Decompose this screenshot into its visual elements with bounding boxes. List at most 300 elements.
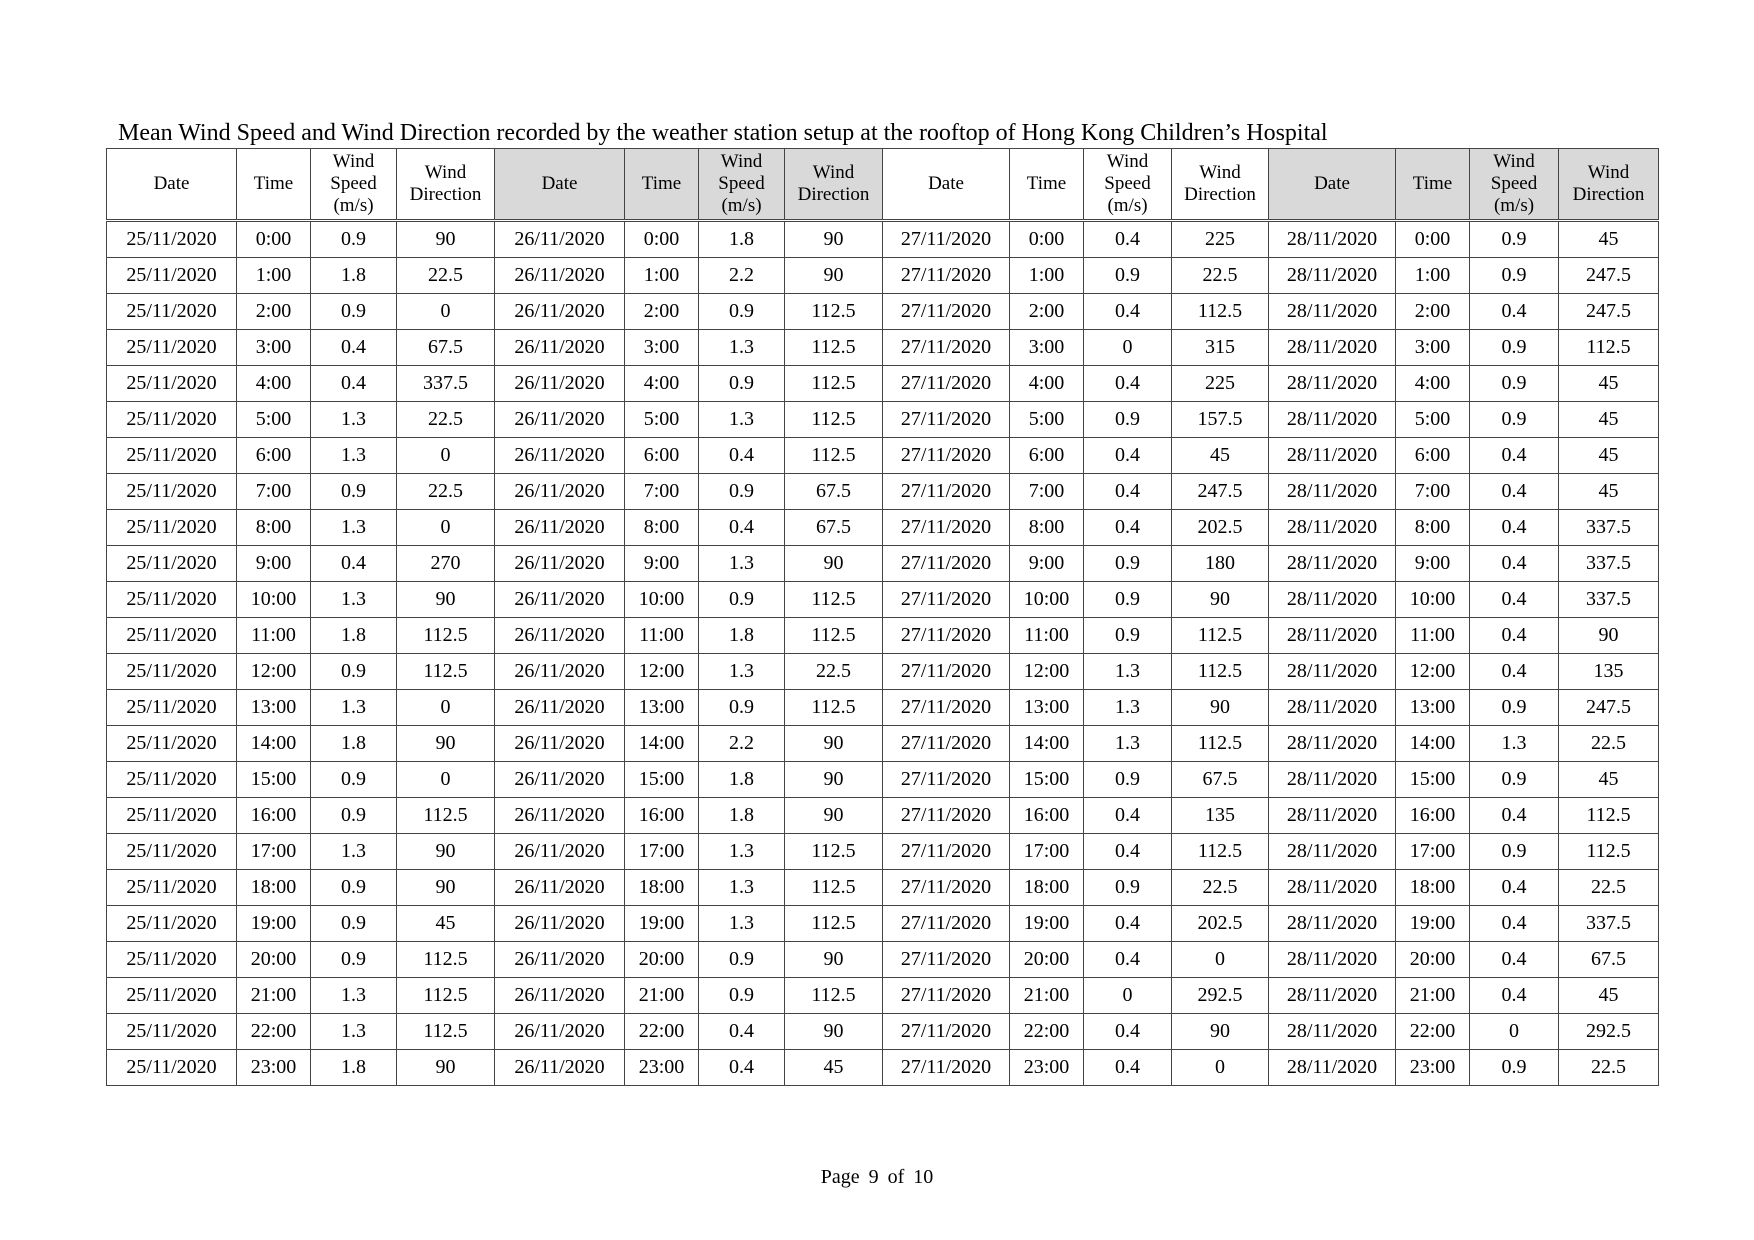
date-cell: 25/11/2020 [107, 582, 237, 618]
wind-speed-cell: 0.4 [311, 366, 397, 402]
time-cell: 0:00 [1010, 221, 1084, 258]
wind-direction-cell: 247.5 [1559, 258, 1659, 294]
date-cell: 26/11/2020 [495, 546, 625, 582]
time-cell: 1:00 [625, 258, 699, 294]
wind-speed-cell: 1.3 [311, 690, 397, 726]
time-cell: 20:00 [237, 942, 311, 978]
wind-speed-cell: 0 [1084, 330, 1172, 366]
wind-speed-cell: 0.4 [1084, 1014, 1172, 1050]
time-cell: 16:00 [1010, 798, 1084, 834]
wind-speed-cell: 0.4 [1084, 294, 1172, 330]
date-cell: 26/11/2020 [495, 402, 625, 438]
wind-speed-cell: 1.3 [699, 402, 785, 438]
date-cell: 28/11/2020 [1269, 942, 1396, 978]
table-body [107, 221, 1659, 1086]
date-cell: 27/11/2020 [883, 798, 1010, 834]
time-cell: 13:00 [1010, 690, 1084, 726]
wind-speed-cell: 0.4 [311, 546, 397, 582]
date-cell: 27/11/2020 [883, 978, 1010, 1014]
wind-speed-cell: 0.4 [1084, 834, 1172, 870]
table-row [107, 906, 1659, 942]
wind-direction-cell: 202.5 [1172, 906, 1269, 942]
wind-direction-cell: 90 [785, 726, 883, 762]
date-cell: 25/11/2020 [107, 906, 237, 942]
date-cell: 26/11/2020 [495, 1050, 625, 1086]
wind-speed-cell: 0.9 [1084, 870, 1172, 906]
wind-direction-cell: 225 [1172, 366, 1269, 402]
time-cell: 3:00 [625, 330, 699, 366]
date-cell: 25/11/2020 [107, 762, 237, 798]
time-cell: 0:00 [625, 221, 699, 258]
wind-direction-cell: 270 [397, 546, 495, 582]
header-time: Time [625, 149, 699, 221]
time-cell: 4:00 [1396, 366, 1470, 402]
header-wind-direction: Wind Direction [785, 149, 883, 221]
time-cell: 0:00 [1396, 221, 1470, 258]
date-cell: 28/11/2020 [1269, 906, 1396, 942]
time-cell: 6:00 [1010, 438, 1084, 474]
table-row [107, 330, 1659, 366]
date-cell: 26/11/2020 [495, 438, 625, 474]
date-cell: 27/11/2020 [883, 1014, 1010, 1050]
wind-direction-cell: 112.5 [785, 906, 883, 942]
time-cell: 15:00 [625, 762, 699, 798]
date-cell: 28/11/2020 [1269, 330, 1396, 366]
time-cell: 12:00 [1010, 654, 1084, 690]
wind-speed-cell: 0.4 [1084, 474, 1172, 510]
date-cell: 27/11/2020 [883, 1050, 1010, 1086]
wind-speed-cell: 1.8 [699, 762, 785, 798]
header-row [107, 149, 1659, 221]
wind-direction-cell: 112.5 [1559, 834, 1659, 870]
wind-speed-cell: 0.9 [311, 798, 397, 834]
wind-direction-cell: 90 [785, 762, 883, 798]
wind-direction-cell: 90 [397, 582, 495, 618]
time-cell: 23:00 [237, 1050, 311, 1086]
date-cell: 25/11/2020 [107, 258, 237, 294]
header-time: Time [1396, 149, 1470, 221]
date-cell: 27/11/2020 [883, 726, 1010, 762]
wind-direction-cell: 337.5 [1559, 906, 1659, 942]
date-cell: 27/11/2020 [883, 221, 1010, 258]
time-cell: 7:00 [1010, 474, 1084, 510]
wind-direction-cell: 180 [1172, 546, 1269, 582]
date-cell: 28/11/2020 [1269, 870, 1396, 906]
date-cell: 26/11/2020 [495, 618, 625, 654]
date-cell: 28/11/2020 [1269, 654, 1396, 690]
table-row [107, 1050, 1659, 1086]
wind-direction-cell: 247.5 [1172, 474, 1269, 510]
wind-direction-cell: 112.5 [397, 1014, 495, 1050]
table-row [107, 1014, 1659, 1050]
table-row [107, 690, 1659, 726]
date-cell: 28/11/2020 [1269, 474, 1396, 510]
wind-direction-cell: 112.5 [1559, 798, 1659, 834]
wind-speed-cell: 0.4 [1470, 582, 1559, 618]
wind-speed-cell: 0.9 [311, 474, 397, 510]
date-cell: 25/11/2020 [107, 690, 237, 726]
wind-speed-cell: 1.3 [1470, 726, 1559, 762]
date-cell: 26/11/2020 [495, 690, 625, 726]
wind-speed-cell: 1.8 [699, 618, 785, 654]
date-cell: 27/11/2020 [883, 366, 1010, 402]
wind-direction-cell: 315 [1172, 330, 1269, 366]
time-cell: 10:00 [237, 582, 311, 618]
date-cell: 26/11/2020 [495, 294, 625, 330]
wind-speed-cell: 1.3 [311, 438, 397, 474]
wind-direction-cell: 202.5 [1172, 510, 1269, 546]
table-row [107, 870, 1659, 906]
wind-speed-cell: 1.8 [699, 221, 785, 258]
wind-speed-cell: 0.4 [699, 1014, 785, 1050]
date-cell: 25/11/2020 [107, 546, 237, 582]
wind-speed-cell: 1.3 [699, 906, 785, 942]
date-cell: 27/11/2020 [883, 582, 1010, 618]
wind-direction-cell: 112.5 [397, 618, 495, 654]
date-cell: 25/11/2020 [107, 798, 237, 834]
header-wind-direction: Wind Direction [1559, 149, 1659, 221]
wind-direction-cell: 22.5 [1559, 870, 1659, 906]
time-cell: 4:00 [1010, 366, 1084, 402]
date-cell: 25/11/2020 [107, 834, 237, 870]
wind-direction-cell: 112.5 [1172, 618, 1269, 654]
time-cell: 8:00 [1010, 510, 1084, 546]
date-cell: 25/11/2020 [107, 1050, 237, 1086]
header-date: Date [883, 149, 1010, 221]
time-cell: 22:00 [1010, 1014, 1084, 1050]
time-cell: 19:00 [625, 906, 699, 942]
time-cell: 15:00 [1010, 762, 1084, 798]
wind-direction-cell: 90 [397, 834, 495, 870]
wind-speed-cell: 1.8 [311, 258, 397, 294]
wind-direction-cell: 45 [1559, 221, 1659, 258]
wind-direction-cell: 90 [785, 546, 883, 582]
wind-speed-cell: 1.3 [699, 834, 785, 870]
wind-speed-cell: 1.3 [311, 402, 397, 438]
wind-speed-cell: 0.9 [311, 294, 397, 330]
table-row [107, 798, 1659, 834]
wind-direction-cell: 45 [397, 906, 495, 942]
time-cell: 16:00 [1396, 798, 1470, 834]
time-cell: 11:00 [237, 618, 311, 654]
date-cell: 26/11/2020 [495, 834, 625, 870]
wind-speed-cell: 0.4 [1470, 510, 1559, 546]
wind-speed-cell: 0.4 [1470, 474, 1559, 510]
time-cell: 7:00 [625, 474, 699, 510]
date-cell: 28/11/2020 [1269, 762, 1396, 798]
wind-speed-cell: 0.4 [1470, 618, 1559, 654]
date-cell: 25/11/2020 [107, 726, 237, 762]
wind-speed-cell: 0.4 [699, 1050, 785, 1086]
table-caption: Mean Wind Speed and Wind Direction recorded by the weather station setup at the rooftop of Hong Kong Children’s Hospital [118, 120, 1328, 146]
wind-direction-cell: 90 [1172, 1014, 1269, 1050]
time-cell: 13:00 [625, 690, 699, 726]
date-cell: 26/11/2020 [495, 654, 625, 690]
wind-speed-cell: 1.3 [699, 330, 785, 366]
wind-direction-cell: 22.5 [397, 474, 495, 510]
wind-direction-cell: 112.5 [1172, 726, 1269, 762]
wind-speed-cell: 0.9 [1084, 618, 1172, 654]
wind-speed-cell: 0.9 [1470, 690, 1559, 726]
wind-speed-cell: 1.3 [699, 546, 785, 582]
wind-direction-cell: 90 [785, 258, 883, 294]
wind-direction-cell: 225 [1172, 221, 1269, 258]
wind-direction-cell: 292.5 [1172, 978, 1269, 1014]
wind-speed-cell: 0.4 [1470, 294, 1559, 330]
time-cell: 21:00 [1010, 978, 1084, 1014]
date-cell: 28/11/2020 [1269, 798, 1396, 834]
wind-speed-cell: 0 [1084, 978, 1172, 1014]
date-cell: 27/11/2020 [883, 546, 1010, 582]
wind-speed-cell: 0.9 [1084, 762, 1172, 798]
time-cell: 1:00 [237, 258, 311, 294]
date-cell: 27/11/2020 [883, 258, 1010, 294]
date-cell: 28/11/2020 [1269, 834, 1396, 870]
wind-direction-cell: 247.5 [1559, 294, 1659, 330]
wind-direction-cell: 45 [1559, 402, 1659, 438]
wind-direction-cell: 0 [397, 510, 495, 546]
time-cell: 17:00 [1010, 834, 1084, 870]
wind-speed-cell: 0.4 [1084, 438, 1172, 474]
time-cell: 0:00 [237, 221, 311, 258]
time-cell: 10:00 [1396, 582, 1470, 618]
wind-direction-cell: 45 [1559, 474, 1659, 510]
table-row [107, 258, 1659, 294]
table-row [107, 834, 1659, 870]
date-cell: 26/11/2020 [495, 870, 625, 906]
wind-speed-cell: 1.8 [699, 798, 785, 834]
time-cell: 4:00 [237, 366, 311, 402]
wind-speed-cell: 0.9 [699, 978, 785, 1014]
time-cell: 13:00 [1396, 690, 1470, 726]
wind-speed-cell: 0.9 [1084, 582, 1172, 618]
date-cell: 25/11/2020 [107, 978, 237, 1014]
table-row [107, 654, 1659, 690]
time-cell: 2:00 [237, 294, 311, 330]
table-row [107, 618, 1659, 654]
wind-direction-cell: 67.5 [785, 510, 883, 546]
wind-direction-cell: 0 [397, 762, 495, 798]
wind-speed-cell: 0.4 [1084, 942, 1172, 978]
date-cell: 26/11/2020 [495, 942, 625, 978]
wind-direction-cell: 90 [785, 1014, 883, 1050]
date-cell: 25/11/2020 [107, 618, 237, 654]
wind-direction-cell: 90 [785, 798, 883, 834]
date-cell: 26/11/2020 [495, 510, 625, 546]
time-cell: 22:00 [625, 1014, 699, 1050]
wind-direction-cell: 112.5 [397, 654, 495, 690]
table-row [107, 221, 1659, 258]
wind-speed-cell: 0.9 [311, 942, 397, 978]
wind-direction-cell: 112.5 [397, 942, 495, 978]
wind-direction-cell: 67.5 [785, 474, 883, 510]
time-cell: 3:00 [237, 330, 311, 366]
date-cell: 27/11/2020 [883, 510, 1010, 546]
wind-direction-cell: 337.5 [1559, 510, 1659, 546]
time-cell: 16:00 [625, 798, 699, 834]
date-cell: 26/11/2020 [495, 366, 625, 402]
wind-direction-cell: 112.5 [785, 438, 883, 474]
wind-speed-cell: 0.9 [1084, 402, 1172, 438]
time-cell: 23:00 [1010, 1050, 1084, 1086]
date-cell: 28/11/2020 [1269, 510, 1396, 546]
wind-speed-cell: 0.4 [699, 510, 785, 546]
wind-direction-cell: 45 [1559, 438, 1659, 474]
date-cell: 28/11/2020 [1269, 1050, 1396, 1086]
date-cell: 26/11/2020 [495, 330, 625, 366]
date-cell: 27/11/2020 [883, 294, 1010, 330]
date-cell: 27/11/2020 [883, 834, 1010, 870]
time-cell: 14:00 [1396, 726, 1470, 762]
date-cell: 26/11/2020 [495, 221, 625, 258]
table-row [107, 510, 1659, 546]
wind-direction-cell: 112.5 [397, 978, 495, 1014]
wind-direction-cell: 67.5 [1559, 942, 1659, 978]
date-cell: 28/11/2020 [1269, 294, 1396, 330]
date-cell: 28/11/2020 [1269, 1014, 1396, 1050]
table-row [107, 582, 1659, 618]
wind-direction-cell: 90 [785, 221, 883, 258]
date-cell: 26/11/2020 [495, 258, 625, 294]
wind-direction-cell: 337.5 [397, 366, 495, 402]
wind-speed-cell: 0 [1470, 1014, 1559, 1050]
wind-speed-cell: 0.4 [1470, 870, 1559, 906]
time-cell: 4:00 [625, 366, 699, 402]
table-row [107, 978, 1659, 1014]
time-cell: 22:00 [1396, 1014, 1470, 1050]
time-cell: 6:00 [625, 438, 699, 474]
time-cell: 18:00 [1010, 870, 1084, 906]
table-row [107, 402, 1659, 438]
wind-speed-cell: 0.4 [1084, 798, 1172, 834]
time-cell: 17:00 [1396, 834, 1470, 870]
table-row [107, 762, 1659, 798]
time-cell: 12:00 [625, 654, 699, 690]
time-cell: 5:00 [1396, 402, 1470, 438]
time-cell: 14:00 [237, 726, 311, 762]
date-cell: 26/11/2020 [495, 762, 625, 798]
wind-speed-cell: 0.9 [1470, 366, 1559, 402]
wind-direction-cell: 112.5 [785, 690, 883, 726]
time-cell: 9:00 [1396, 546, 1470, 582]
wind-direction-cell: 22.5 [1172, 870, 1269, 906]
wind-speed-cell: 0.9 [1470, 762, 1559, 798]
wind-speed-cell: 0.4 [1470, 654, 1559, 690]
time-cell: 12:00 [237, 654, 311, 690]
date-cell: 26/11/2020 [495, 798, 625, 834]
wind-speed-cell: 0.9 [311, 654, 397, 690]
time-cell: 6:00 [237, 438, 311, 474]
wind-speed-cell: 1.3 [311, 510, 397, 546]
time-cell: 23:00 [1396, 1050, 1470, 1086]
time-cell: 14:00 [1010, 726, 1084, 762]
wind-speed-cell: 0.9 [699, 942, 785, 978]
time-cell: 21:00 [237, 978, 311, 1014]
date-cell: 28/11/2020 [1269, 366, 1396, 402]
wind-direction-cell: 112.5 [785, 870, 883, 906]
date-cell: 25/11/2020 [107, 402, 237, 438]
date-cell: 28/11/2020 [1269, 582, 1396, 618]
date-cell: 28/11/2020 [1269, 258, 1396, 294]
time-cell: 10:00 [1010, 582, 1084, 618]
wind-direction-cell: 67.5 [1172, 762, 1269, 798]
wind-direction-cell: 90 [397, 726, 495, 762]
date-cell: 28/11/2020 [1269, 690, 1396, 726]
time-cell: 13:00 [237, 690, 311, 726]
wind-speed-cell: 1.8 [311, 1050, 397, 1086]
wind-direction-cell: 90 [397, 870, 495, 906]
time-cell: 2:00 [1396, 294, 1470, 330]
wind-direction-cell: 112.5 [1559, 330, 1659, 366]
time-cell: 3:00 [1010, 330, 1084, 366]
time-cell: 18:00 [625, 870, 699, 906]
wind-direction-cell: 45 [1559, 366, 1659, 402]
wind-speed-cell: 1.3 [311, 834, 397, 870]
wind-speed-cell: 0.9 [1470, 1050, 1559, 1086]
time-cell: 5:00 [625, 402, 699, 438]
date-cell: 26/11/2020 [495, 1014, 625, 1050]
time-cell: 7:00 [1396, 474, 1470, 510]
wind-direction-cell: 45 [1172, 438, 1269, 474]
date-cell: 28/11/2020 [1269, 438, 1396, 474]
wind-direction-cell: 157.5 [1172, 402, 1269, 438]
wind-speed-cell: 0.4 [311, 330, 397, 366]
wind-direction-cell: 112.5 [785, 294, 883, 330]
time-cell: 9:00 [625, 546, 699, 582]
date-cell: 27/11/2020 [883, 654, 1010, 690]
date-cell: 26/11/2020 [495, 978, 625, 1014]
time-cell: 2:00 [625, 294, 699, 330]
wind-speed-cell: 0.4 [1470, 798, 1559, 834]
date-cell: 27/11/2020 [883, 906, 1010, 942]
table-row [107, 726, 1659, 762]
date-cell: 28/11/2020 [1269, 978, 1396, 1014]
time-cell: 21:00 [625, 978, 699, 1014]
date-cell: 25/11/2020 [107, 654, 237, 690]
wind-direction-cell: 90 [1172, 582, 1269, 618]
date-cell: 26/11/2020 [495, 906, 625, 942]
wind-speed-cell: 2.2 [699, 258, 785, 294]
table-row [107, 366, 1659, 402]
wind-direction-cell: 292.5 [1559, 1014, 1659, 1050]
wind-direction-cell: 135 [1559, 654, 1659, 690]
wind-direction-cell: 112.5 [785, 330, 883, 366]
wind-speed-cell: 0.4 [1084, 1050, 1172, 1086]
date-cell: 27/11/2020 [883, 330, 1010, 366]
wind-speed-cell: 0.4 [1084, 221, 1172, 258]
header-date: Date [1269, 149, 1396, 221]
wind-direction-cell: 112.5 [785, 402, 883, 438]
time-cell: 5:00 [237, 402, 311, 438]
time-cell: 1:00 [1010, 258, 1084, 294]
wind-direction-cell: 112.5 [1172, 294, 1269, 330]
wind-direction-cell: 90 [397, 1050, 495, 1086]
wind-speed-cell: 0.9 [699, 582, 785, 618]
wind-speed-cell: 0.9 [1470, 330, 1559, 366]
time-cell: 12:00 [1396, 654, 1470, 690]
time-cell: 20:00 [1010, 942, 1084, 978]
time-cell: 1:00 [1396, 258, 1470, 294]
header-time: Time [1010, 149, 1084, 221]
table-row [107, 942, 1659, 978]
time-cell: 22:00 [237, 1014, 311, 1050]
wind-speed-cell: 0.9 [1084, 258, 1172, 294]
wind-direction-cell: 0 [397, 438, 495, 474]
wind-speed-cell: 0.9 [699, 366, 785, 402]
wind-speed-cell: 0.4 [1084, 366, 1172, 402]
time-cell: 14:00 [625, 726, 699, 762]
date-cell: 25/11/2020 [107, 942, 237, 978]
